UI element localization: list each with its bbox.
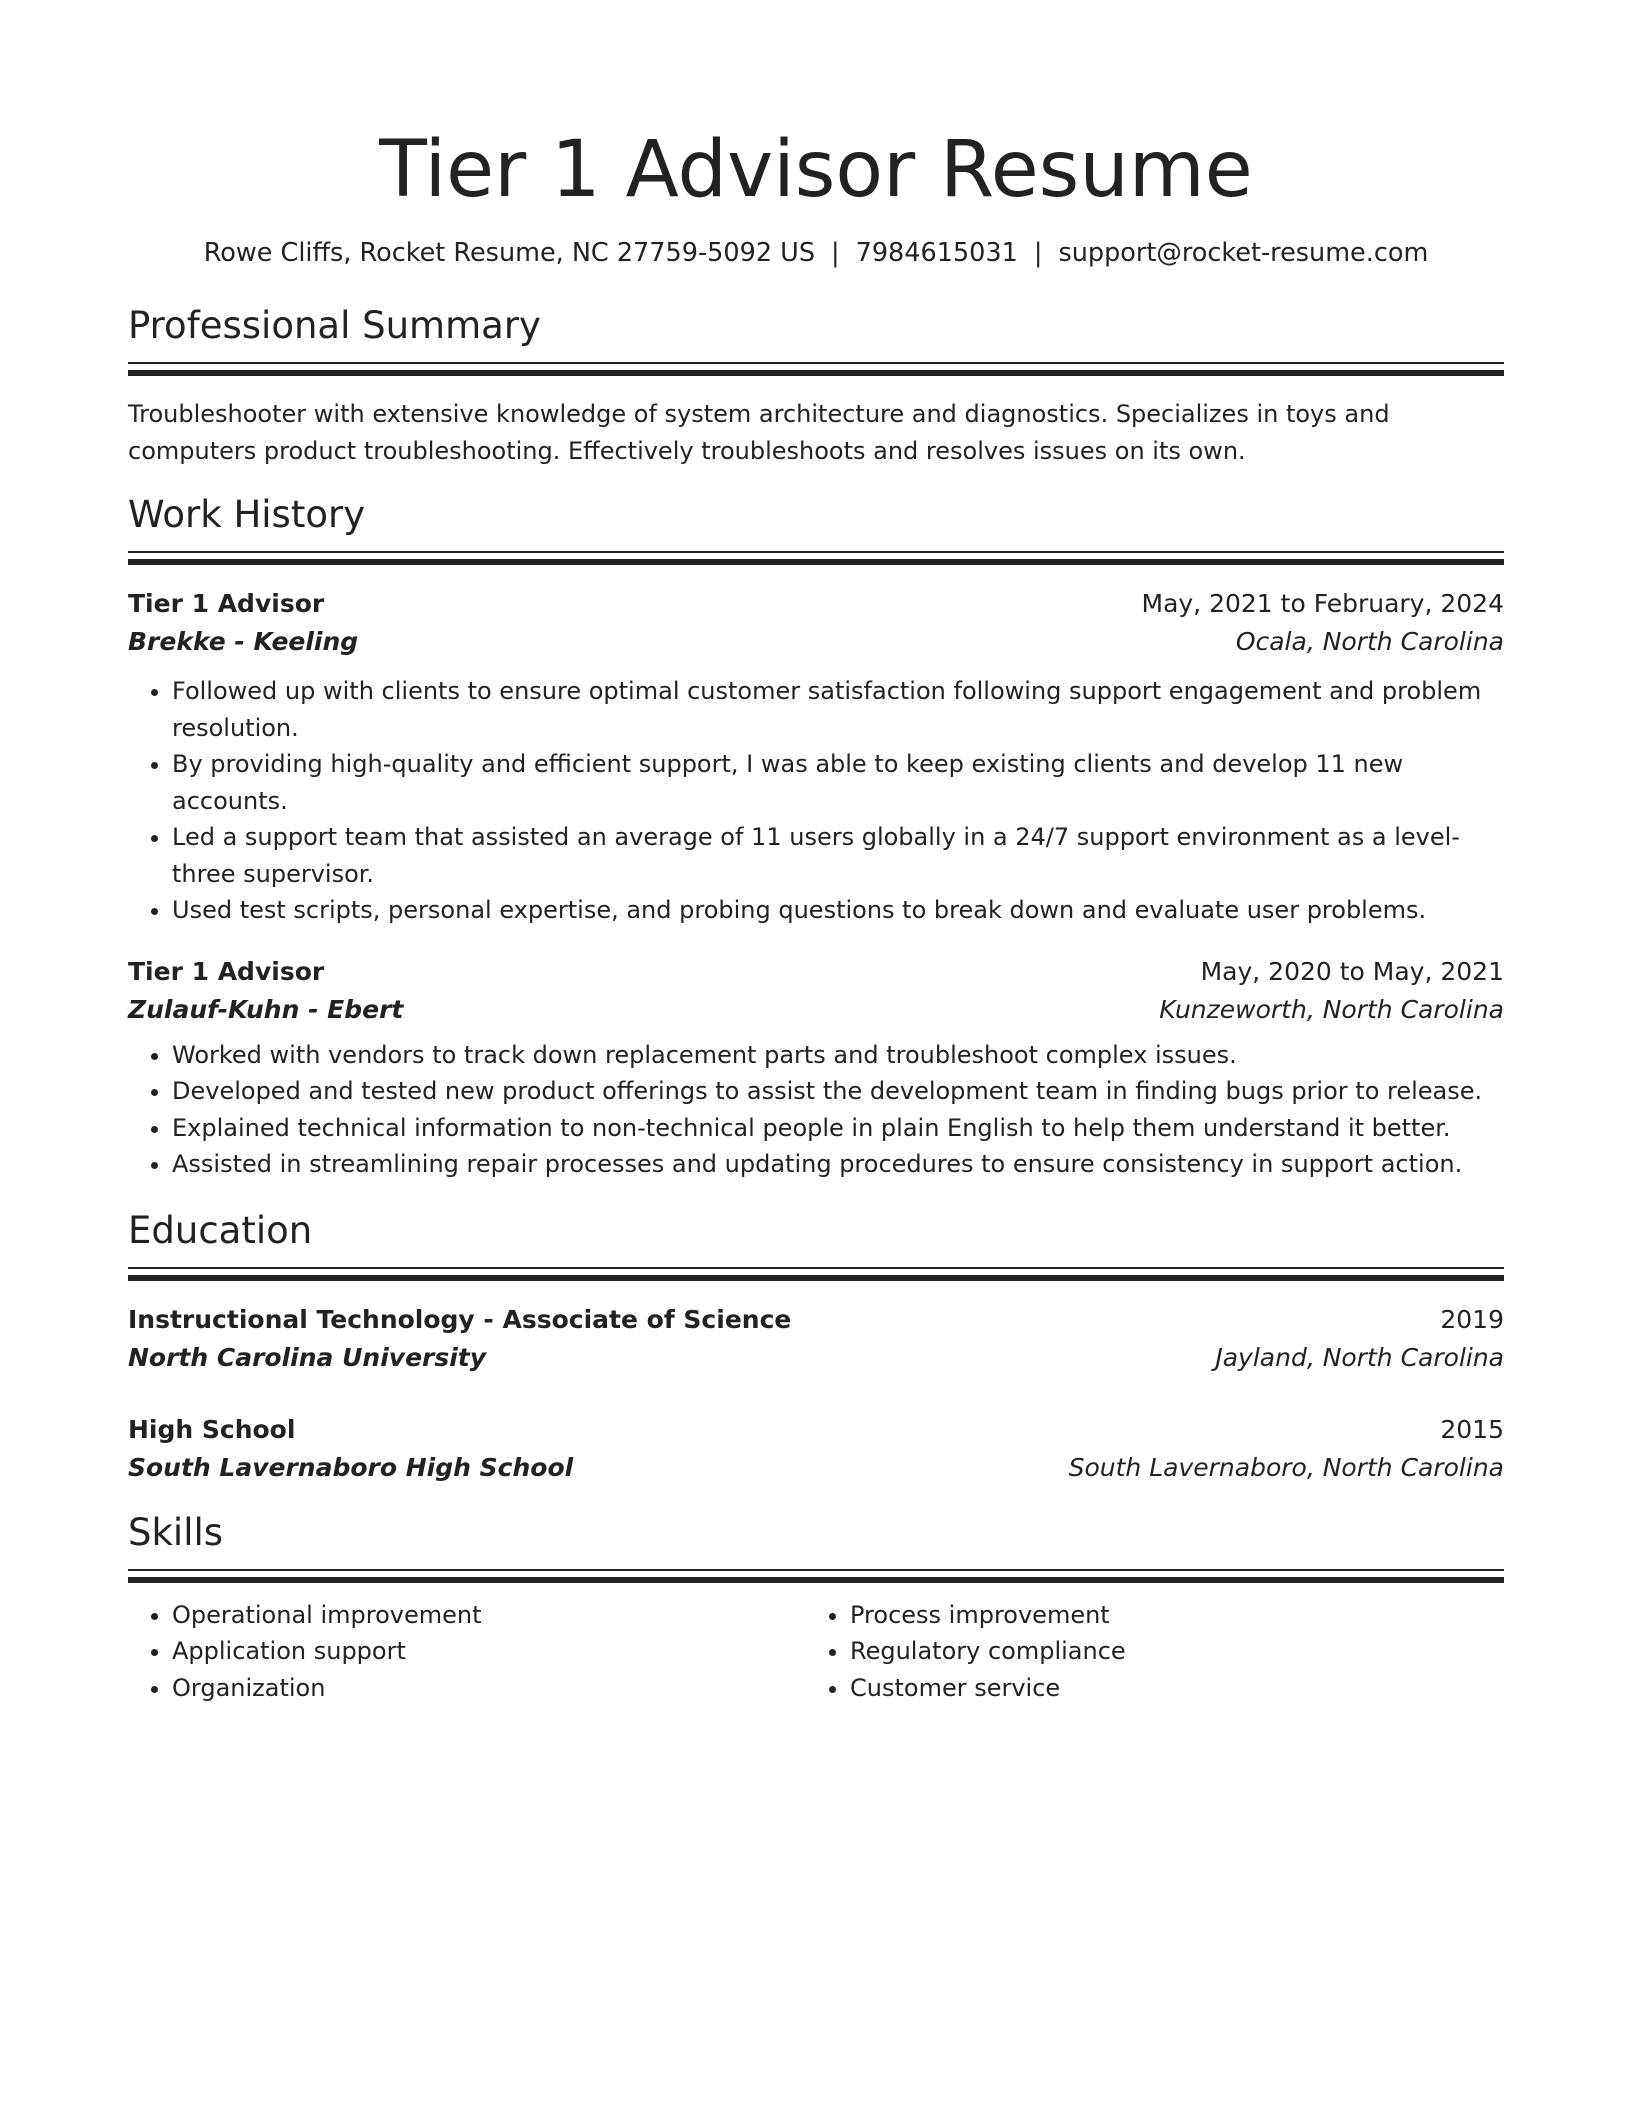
- job-title: Tier 1 Advisor: [128, 956, 325, 986]
- education-degree: Instructional Technology - Associate of Science: [128, 1304, 792, 1334]
- list-item: • Worked with vendors to track down replacement parts and troubleshoot complex issues.: [172, 1037, 1504, 1074]
- list-item: • Assisted in streamlining repair processes and updating procedures to ensure consistency in support action.: [172, 1146, 1504, 1183]
- section-divider: [128, 1267, 1504, 1269]
- job-company-row: [128, 991, 1504, 1029]
- job-title-row: [128, 585, 1504, 623]
- education-entry: [128, 1411, 1504, 1487]
- education-section: [128, 1207, 1504, 1487]
- summary-section: [128, 302, 1504, 470]
- skill-item: • Operational improvement: [172, 1597, 806, 1634]
- job-bullets: [128, 673, 1504, 929]
- job-company-row: [128, 623, 1504, 661]
- resume-title: Tier 1 Advisor Resume: [379, 125, 1253, 215]
- education-degree-row: [128, 1301, 1504, 1339]
- job-location: Kunzeworth, North Carolina: [1159, 994, 1504, 1024]
- list-item: • Led a support team that assisted an average of 11 users globally in a 24/7 support environment as a level-three supervisor.: [172, 819, 1504, 892]
- work-history-section: [128, 491, 1504, 1183]
- job-title-row: [128, 953, 1504, 991]
- job-entry: [128, 953, 1504, 1183]
- education-year: 2015: [1440, 1414, 1504, 1444]
- skills-list-right: [806, 1597, 1484, 1707]
- skill-item: • Customer service: [850, 1670, 1484, 1707]
- section-divider: [128, 551, 1504, 553]
- job-bullets: [128, 1037, 1504, 1183]
- job-company: Zulauf-Kuhn - Ebert: [128, 994, 404, 1024]
- skill-item: • Organization: [172, 1670, 806, 1707]
- education-school-row: [128, 1449, 1504, 1487]
- job-location: Ocala, North Carolina: [1235, 627, 1504, 656]
- job-title: Tier 1 Advisor: [128, 589, 325, 618]
- education-location: South Lavernaboro, North Carolina: [1068, 1452, 1504, 1482]
- education-school: North Carolina University: [128, 1342, 487, 1372]
- education-degree: High School: [128, 1414, 296, 1444]
- contact-address: Rowe Cliffs, Rocket Resume, NC 27759-5092 US: [203, 238, 816, 268]
- contact-phone: 7984615031: [855, 238, 1018, 268]
- job-dates: May, 2020 to May, 2021: [1200, 956, 1504, 986]
- education-year: 2019: [1440, 1304, 1504, 1334]
- contact-line: [128, 236, 1504, 270]
- list-item: • Explained technical information to non-technical people in plain English to help them understand it better.: [172, 1110, 1504, 1147]
- section-heading-summary: Professional Summary: [128, 304, 541, 347]
- list-item: • Developed and tested new product offerings to assist the development team in finding bugs prior to release.: [172, 1073, 1504, 1110]
- skill-item: • Process improvement: [850, 1597, 1484, 1634]
- section-heading-work: Work History: [128, 493, 366, 536]
- list-item: • By providing high-quality and efficient support, I was able to keep existing clients and develop 11 new accounts.: [172, 746, 1504, 819]
- education-school-row: [128, 1339, 1504, 1377]
- contact-separator: |: [831, 238, 840, 268]
- skill-item: • Application support: [172, 1633, 806, 1670]
- section-heading-skills: Skills: [128, 1510, 224, 1554]
- section-divider: [128, 1569, 1504, 1571]
- skills-list-left: [128, 1597, 806, 1707]
- job-entry: [128, 585, 1504, 929]
- resume-page: [128, 0, 1504, 1706]
- education-school: South Lavernaboro High School: [128, 1452, 574, 1482]
- job-dates: May, 2021 to February, 2024: [1141, 589, 1504, 618]
- contact-separator: |: [1033, 238, 1043, 268]
- section-heading-education: Education: [128, 1208, 313, 1252]
- skill-item: • Regulatory compliance: [850, 1633, 1484, 1670]
- education-degree-row: [128, 1411, 1504, 1449]
- summary-text: Troubleshooter with extensive knowledge of system architecture and diagnostics. Specializes in toys and computers product troubleshooting. Effectively troubleshoots and resolves issues on its own.: [128, 400, 1390, 465]
- skills-section: [128, 1509, 1504, 1707]
- list-item: • Used test scripts, personal expertise, and probing questions to break down and evaluate user problems.: [172, 892, 1504, 929]
- list-item: • Followed up with clients to ensure optimal customer satisfaction following support engagement and problem resolution.: [172, 673, 1504, 746]
- education-location: Jayland, North Carolina: [1215, 1342, 1504, 1372]
- job-company: Brekke - Keeling: [128, 627, 359, 656]
- skills-columns: [128, 1597, 1504, 1707]
- education-entry: [128, 1301, 1504, 1377]
- section-divider: [128, 362, 1504, 364]
- contact-email: support@rocket-resume.com: [1058, 238, 1429, 268]
